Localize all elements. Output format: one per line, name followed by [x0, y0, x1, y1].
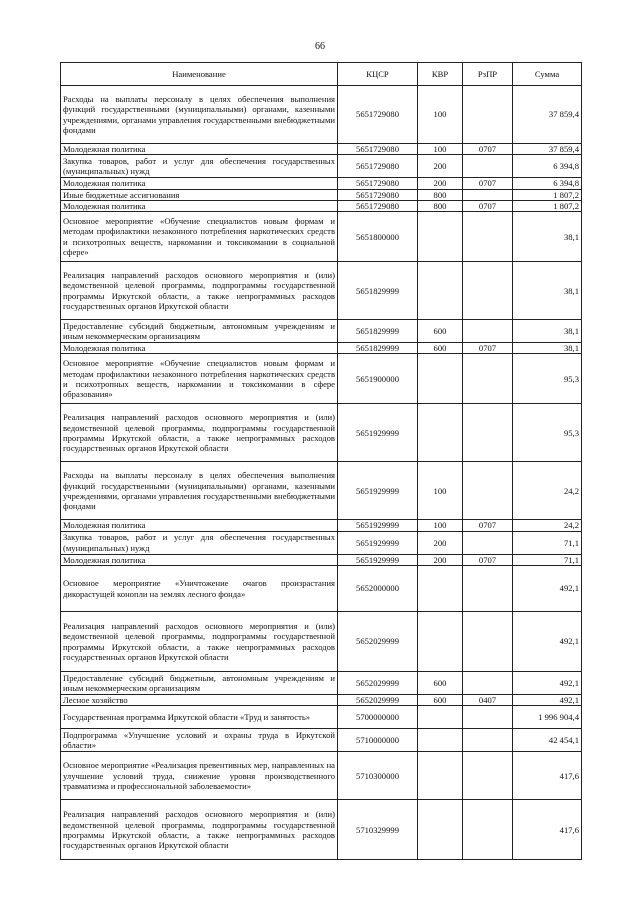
- row-name: Молодежная политика: [61, 178, 338, 189]
- row-rzpr: [463, 262, 513, 320]
- row-sum: 492,1: [513, 695, 582, 706]
- table-row: [61, 729, 582, 752]
- row-rzpr: [463, 155, 513, 178]
- row-kvr: [418, 706, 463, 729]
- row-kcsr: 5710000000: [338, 729, 418, 752]
- row-kvr: 200: [418, 554, 463, 565]
- row-kcsr: 5651729080: [338, 178, 418, 189]
- row-kvr: [418, 212, 463, 262]
- row-name: Расходы на выплаты персоналу в целях обеспечения выполнения функций государственными (муниципальными) органами, казенными учреждениями, органами управления государственными внебюджетными фондами: [61, 86, 338, 144]
- row-rzpr: 0707: [463, 520, 513, 531]
- row-rzpr: [463, 404, 513, 462]
- row-name: Молодежная политика: [61, 343, 338, 354]
- row-sum: 95,3: [513, 354, 582, 404]
- row-rzpr: 0407: [463, 695, 513, 706]
- row-sum: 492,1: [513, 566, 582, 612]
- row-kvr: 600: [418, 343, 463, 354]
- row-kcsr: 5652000000: [338, 566, 418, 612]
- row-name: Предоставление субсидий бюджетным, автономным учреждениям и иным некоммерческим организациям: [61, 672, 338, 695]
- row-kcsr: 5700000000: [338, 706, 418, 729]
- row-rzpr: [463, 212, 513, 262]
- row-rzpr: [463, 612, 513, 672]
- row-sum: 37 859,4: [513, 144, 582, 155]
- row-kcsr: 5651929999: [338, 520, 418, 531]
- row-rzpr: [463, 86, 513, 144]
- row-rzpr: [463, 752, 513, 800]
- row-name: Закупка товаров, работ и услуг для обеспечения государственных (муниципальных) нужд: [61, 155, 338, 178]
- row-sum: 37 859,4: [513, 86, 582, 144]
- row-kcsr: 5651829999: [338, 262, 418, 320]
- row-sum: 38,1: [513, 262, 582, 320]
- row-kvr: [418, 729, 463, 752]
- table-row: [61, 566, 582, 612]
- row-rzpr: [463, 462, 513, 520]
- row-rzpr: 0707: [463, 554, 513, 565]
- row-rzpr: 0707: [463, 144, 513, 155]
- row-name: Расходы на выплаты персоналу в целях обеспечения выполнения функций государственными (муниципальными) органами, казенными учреждениями, органами управления государственными внебюджетными фондами: [61, 462, 338, 520]
- row-sum: 24,2: [513, 462, 582, 520]
- table-row: [61, 404, 582, 462]
- row-rzpr: 0707: [463, 200, 513, 211]
- row-kvr: 600: [418, 320, 463, 343]
- row-rzpr: [463, 189, 513, 200]
- row-sum: 1 996 904,4: [513, 706, 582, 729]
- row-name: Подпрограмма «Улучшение условий и охраны труда в Иркутской области»: [61, 729, 338, 752]
- row-sum: 38,1: [513, 320, 582, 343]
- row-name: Государственная программа Иркутской области «Труд и занятость»: [61, 706, 338, 729]
- row-kvr: 800: [418, 189, 463, 200]
- row-sum: 38,1: [513, 212, 582, 262]
- table-row: [61, 354, 582, 404]
- table-row: [61, 706, 582, 729]
- table-row: [61, 189, 582, 200]
- header-sum: Сумма: [513, 63, 582, 86]
- row-rzpr: 0707: [463, 178, 513, 189]
- row-name: Реализация направлений расходов основного мероприятия и (или) ведомственной целевой программы, подпрограммы государственной программы Иркутской области, а также непрограммных расходов государственных органов Иркутской области: [61, 262, 338, 320]
- table-header-row: [61, 63, 582, 86]
- row-kvr: 100: [418, 86, 463, 144]
- table-row: [61, 212, 582, 262]
- row-kcsr: 5651729080: [338, 200, 418, 211]
- row-sum: 6 394,8: [513, 155, 582, 178]
- row-name: Реализация направлений расходов основного мероприятия и (или) ведомственной целевой программы, подпрограммы государственной программы Иркутской области, а также непрограммных расходов государственных органов Иркутской области: [61, 612, 338, 672]
- row-kcsr: 5652029999: [338, 695, 418, 706]
- row-kcsr: 5651829999: [338, 320, 418, 343]
- row-name: Основное мероприятие «Обучение специалистов новым формам и методам профилактики незаконного потребления наркотических средств и психотропных веществ, наркомании и токсикомании в социальной сфере»: [61, 212, 338, 262]
- header-name: Наименование: [61, 63, 338, 86]
- table-row: [61, 343, 582, 354]
- row-kcsr: 5651929999: [338, 462, 418, 520]
- table-row: [61, 86, 582, 144]
- table-row: [61, 320, 582, 343]
- row-kvr: 100: [418, 520, 463, 531]
- row-kcsr: 5651929999: [338, 531, 418, 554]
- row-kcsr: 5652029999: [338, 672, 418, 695]
- row-name: Молодежная политика: [61, 200, 338, 211]
- row-name: Основное мероприятие «Уничтожение очагов произрастания дикорастущей конопли на землях лесного фонда»: [61, 566, 338, 612]
- row-name: Молодежная политика: [61, 520, 338, 531]
- table-row: [61, 531, 582, 554]
- row-name: Лесное хозяйство: [61, 695, 338, 706]
- row-rzpr: [463, 800, 513, 860]
- row-name: Основное мероприятие «Реализация превентивных мер, направленных на улучшение условий труда, снижение уровня производственного травматизма и профессиональной заболеваемости»: [61, 752, 338, 800]
- row-kcsr: 5651929999: [338, 404, 418, 462]
- header-kcsr: КЦСР: [338, 63, 418, 86]
- row-kcsr: 5651729080: [338, 189, 418, 200]
- row-rzpr: 0707: [463, 343, 513, 354]
- table-row: [61, 800, 582, 860]
- row-kvr: 200: [418, 178, 463, 189]
- row-rzpr: [463, 531, 513, 554]
- table-row: [61, 200, 582, 211]
- table-row: [61, 520, 582, 531]
- row-kcsr: 5651900000: [338, 354, 418, 404]
- row-name: Иные бюджетные ассигнования: [61, 189, 338, 200]
- header-rzpr: РзПР: [463, 63, 513, 86]
- row-rzpr: [463, 706, 513, 729]
- table-row: [61, 462, 582, 520]
- row-kcsr: 5710300000: [338, 752, 418, 800]
- row-kcsr: 5651800000: [338, 212, 418, 262]
- page-number: 66: [315, 41, 325, 52]
- budget-table: [60, 62, 582, 860]
- row-kvr: 100: [418, 462, 463, 520]
- row-kvr: [418, 800, 463, 860]
- row-sum: 95,3: [513, 404, 582, 462]
- row-kvr: [418, 566, 463, 612]
- row-kvr: [418, 262, 463, 320]
- row-sum: 1 807,2: [513, 200, 582, 211]
- row-name: Закупка товаров, работ и услуг для обеспечения государственных (муниципальных) нужд: [61, 531, 338, 554]
- row-kvr: 200: [418, 155, 463, 178]
- row-kvr: [418, 404, 463, 462]
- row-kvr: 200: [418, 531, 463, 554]
- row-name: Реализация направлений расходов основного мероприятия и (или) ведомственной целевой программы, подпрограммы государственной программы Иркутской области, а также непрограммных расходов государственных органов Иркутской области: [61, 404, 338, 462]
- table-row: [61, 554, 582, 565]
- row-kcsr: 5652029999: [338, 612, 418, 672]
- row-rzpr: [463, 729, 513, 752]
- row-kcsr: 5651929999: [338, 554, 418, 565]
- table-row: [61, 672, 582, 695]
- row-sum: 6 394,8: [513, 178, 582, 189]
- row-sum: 24,2: [513, 520, 582, 531]
- row-kcsr: 5651729080: [338, 155, 418, 178]
- row-name: Предоставление субсидий бюджетным, автономным учреждениям и иным некоммерческим организациям: [61, 320, 338, 343]
- row-kvr: 100: [418, 144, 463, 155]
- row-sum: 1 807,2: [513, 189, 582, 200]
- row-kvr: 600: [418, 695, 463, 706]
- row-name: Основное мероприятие «Обучение специалистов новым формам и методам профилактики незаконного потребления наркотических средств и психотропных веществ, наркомании и токсикомании в сфере образования»: [61, 354, 338, 404]
- row-name: Молодежная политика: [61, 554, 338, 565]
- row-rzpr: [463, 354, 513, 404]
- row-kcsr: 5651729080: [338, 86, 418, 144]
- row-kvr: [418, 752, 463, 800]
- row-sum: 492,1: [513, 612, 582, 672]
- row-sum: 417,6: [513, 752, 582, 800]
- row-kcsr: 5651829999: [338, 343, 418, 354]
- row-kvr: [418, 354, 463, 404]
- row-sum: 38,1: [513, 343, 582, 354]
- row-kcsr: 5651729080: [338, 144, 418, 155]
- row-name: Молодежная политика: [61, 144, 338, 155]
- row-sum: 417,6: [513, 800, 582, 860]
- row-kcsr: 5710329999: [338, 800, 418, 860]
- row-rzpr: [463, 672, 513, 695]
- table-row: [61, 695, 582, 706]
- table-row: [61, 155, 582, 178]
- row-kvr: [418, 612, 463, 672]
- row-kvr: 800: [418, 200, 463, 211]
- row-rzpr: [463, 320, 513, 343]
- table-row: [61, 262, 582, 320]
- row-kvr: 600: [418, 672, 463, 695]
- row-sum: 71,1: [513, 554, 582, 565]
- row-sum: 71,1: [513, 531, 582, 554]
- row-sum: 492,1: [513, 672, 582, 695]
- table-row: [61, 178, 582, 189]
- table-row: [61, 612, 582, 672]
- header-kvr: КВР: [418, 63, 463, 86]
- table-row: [61, 144, 582, 155]
- table-row: [61, 752, 582, 800]
- row-rzpr: [463, 566, 513, 612]
- row-name: Реализация направлений расходов основного мероприятия и (или) ведомственной целевой программы, подпрограммы государственной программы Иркутской области, а также непрограммных расходов государственных органов Иркутской области: [61, 800, 338, 860]
- row-sum: 42 454,1: [513, 729, 582, 752]
